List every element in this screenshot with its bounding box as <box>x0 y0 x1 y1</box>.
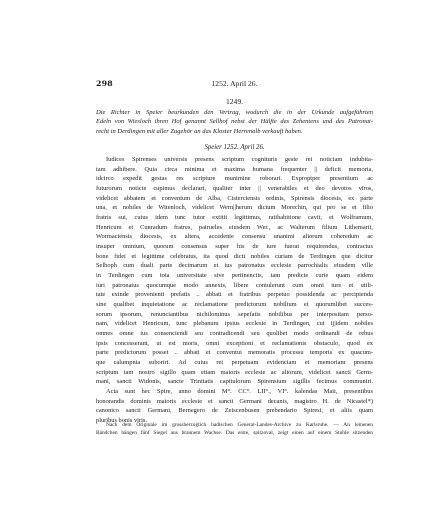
text-line: Acta sunt hec Spire, anno domini M°. CC°. LII°., VI°. kalendas Maii, presentibus <box>106 388 373 396</box>
summary-line: recht in Derdingen mit aller Zugehör an das Kloster Herrenalb verkauft haben. <box>96 127 303 135</box>
text-line: canonico sancti Germani, Bernegero de Zeiscenbusen prebendario Spiresi, et aliis quam <box>96 407 373 415</box>
document-number: 1249. <box>225 97 244 106</box>
text-line: in Terdingen cum tota universitate sive pertinenciis, tam predicte curie quam eidem <box>96 272 373 280</box>
summary-line: Edeln von Wiesloch ihren Hof genannt Sellhof nebst der Hälfte des Zehentens und des Patronat- <box>96 118 373 126</box>
text-line: una, et nobiles de Witenloch, videlicet Wern||herum dictum Morechin, qui pro se et filio <box>96 204 373 212</box>
text-line: nam, videlicet Henricum, tunc plebanum ipsius ecclesie in Terdingen, cui ij|idem nobiles <box>96 320 373 328</box>
footnote-line: Nach dem Originale im grossherzoglich badischen General-Landes-Archive zu Karlsruhe. — An leinenen <box>106 422 373 428</box>
footnote-line: Bändchen hängen fünf Siegel aus braunem Wachse. Das erste, spitzoval, zeigt einen auf einem Stuhle sitzenden <box>96 430 373 436</box>
text-line: honorandis dominis maioris ecclesie et sancti Germani decanis, magistro H. de Nicastel*) <box>96 397 373 405</box>
text-line: pluribus bonis viris. <box>96 417 147 425</box>
text-line: idcirco expedit gestas res scripture munimine roborari. Exproptper presentium ac <box>96 175 373 183</box>
summary-line: Die Richter in Speier beurkunden den Vertrag, wodurch die in der Urkunde aufgeführten <box>96 109 373 116</box>
text-line: iuri patronatus quocumque modo annexis, libere contulerunt cum omni iure et utili- <box>96 281 373 289</box>
text-line: tam adhibere. Quia circa minima et maxima humana frequenter || deficit memoria, <box>96 165 373 173</box>
document-summary <box>96 108 373 136</box>
running-head: 1252. April 26. <box>211 79 258 88</box>
text-line: futurorum noticie cupimus declarari, qualiter inter || venerabiles et deo devotos viros, <box>96 185 373 193</box>
text-line: fratris sui, cuius idem tunc tutor extitit legittimus, ratihabitione cavit, et Wolframum, <box>96 214 373 222</box>
page-number: 298 <box>96 79 113 88</box>
text-line: tate exinde provenienti prefatis .. abbati et fratribus perpetuo possidenda ac percipienda <box>96 291 373 299</box>
text-line: Iudices Spirenses universis presens scriptum cognituris geste rei noticiam indubita- <box>106 156 373 163</box>
page-header <box>96 79 373 91</box>
text-line: insuper omnium, quorum consensus super his de iure fuerat requirendus, contractus <box>96 243 373 251</box>
text-line: Henricum et Cunradum fratres, patrueles eiusdem Wer., ac Walterum filium Lithemarii, <box>96 223 373 231</box>
text-line: videlicet abbatem et conventum de Alba, Cisterciensis ordinis, Spirensis diocesis, ex parte <box>96 194 373 202</box>
text-line: parte predictorum posset .. abbati et conventui memoratis processu temporis ex quacum- <box>96 349 373 357</box>
text-line: Wormaciensis diocesis, ex altera, accedente consensu unanimi aliorum coheredum ac <box>96 233 373 241</box>
text-line: mani, sancti Widonis, sancte Trinitatis capitulorum Spirensium sigillis fecimus communiri. <box>96 378 373 386</box>
text-line: sorum ipsorum, renunciantibus nichilominus sepefatis nobilibus per interpositam perso- <box>96 310 373 318</box>
text-line: bone fidei et legittime celebratus, ita quod dicti nobiles curiam de Terdingen que dicitur <box>96 252 373 260</box>
text-line: Selhoph cum duali parte decimarum et ius patronatus ecclesie parrochialis eiusdem ville <box>96 262 373 270</box>
text-line: scriptum tam nostro sigillo quam etiam maioris ecclesie ac aliorum, videlicet sancti Germ- <box>96 368 373 376</box>
charter-text <box>96 155 373 426</box>
text-line: omnes omne ius consenciendi seu contradicendi seu quolibet modo ordinandi de rebus <box>96 330 373 338</box>
text-line: ipsis concesserant, ut est moris, omni exceptioni et reclamationis obstaculo, quod ex <box>96 339 373 347</box>
footnote <box>96 421 373 437</box>
text-line: que calumpnia suboriri. Ad cuius rei perpetuam evidenciam et memoriam presens <box>96 359 373 367</box>
dateline: Speier 1252. April 26. <box>204 144 265 151</box>
text-line: sine qualibet inquietatione ac reclamatione predictorum nobilium et quorumlibet succes- <box>96 301 373 309</box>
